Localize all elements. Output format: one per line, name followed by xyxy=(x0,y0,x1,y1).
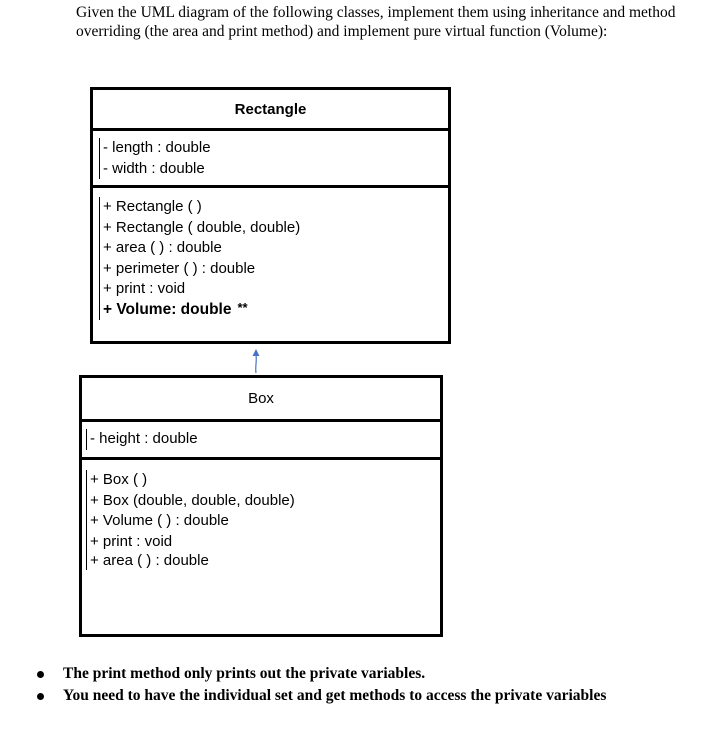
rectangle-class-box xyxy=(90,87,451,344)
box-method-print: + print : void xyxy=(90,532,173,550)
box-methods-list xyxy=(86,470,295,570)
bullet-icon xyxy=(37,671,44,678)
rectangle-attributes-section xyxy=(93,131,448,188)
pure-virtual-marker: ** xyxy=(237,299,248,315)
bullet-icon xyxy=(37,693,44,700)
rectangle-volume-label: + Volume: double xyxy=(103,300,232,318)
rectangle-class-name: Rectangle xyxy=(234,101,307,118)
rectangle-method-ctor: + Rectangle ( ) xyxy=(103,198,202,215)
rectangle-method-ctor-args: + Rectangle ( double, double) xyxy=(103,218,301,236)
requirement-item xyxy=(34,685,684,707)
rectangle-attr-length: - length : double xyxy=(103,139,211,156)
inheritance-arrow-icon xyxy=(246,345,266,375)
rectangle-method-area: + area ( ) : double xyxy=(103,239,222,256)
requirement-item xyxy=(34,663,684,685)
box-method-volume: + Volume ( ) : double xyxy=(90,512,229,529)
rectangle-methods-section xyxy=(93,188,448,341)
rectangle-methods-list xyxy=(99,197,300,320)
box-class-box xyxy=(79,375,443,637)
box-method-ctor-args: + Box (double, double, double) xyxy=(90,491,295,509)
rectangle-attr-width: - width : double xyxy=(103,159,205,177)
box-name-section xyxy=(82,378,440,422)
box-attr-height: - height : double xyxy=(90,430,198,447)
rectangle-method-volume xyxy=(103,300,300,321)
box-class-name: Box xyxy=(248,390,274,407)
box-methods-section xyxy=(82,460,440,634)
rectangle-method-perimeter: + perimeter ( ) : double xyxy=(103,259,256,277)
requirements-list xyxy=(34,663,684,707)
rectangle-attributes-list xyxy=(99,138,211,179)
box-method-area: + area ( ) : double xyxy=(90,551,209,569)
requirement-text: You need to have the individual set and get methods to access the private variables xyxy=(63,687,607,704)
rectangle-name-section xyxy=(93,90,448,131)
box-method-ctor: + Box ( ) xyxy=(90,471,148,488)
box-attributes-section xyxy=(82,422,440,460)
requirement-text: The print method only prints out the private variables. xyxy=(63,665,426,682)
rectangle-method-print: + print : void xyxy=(103,280,186,297)
question-intro: Given the UML diagram of the following classes, implement them using inheritance and method overriding (the area and print method) and implement pure virtual function (Volume): xyxy=(76,4,676,40)
box-attributes-list xyxy=(86,429,198,450)
